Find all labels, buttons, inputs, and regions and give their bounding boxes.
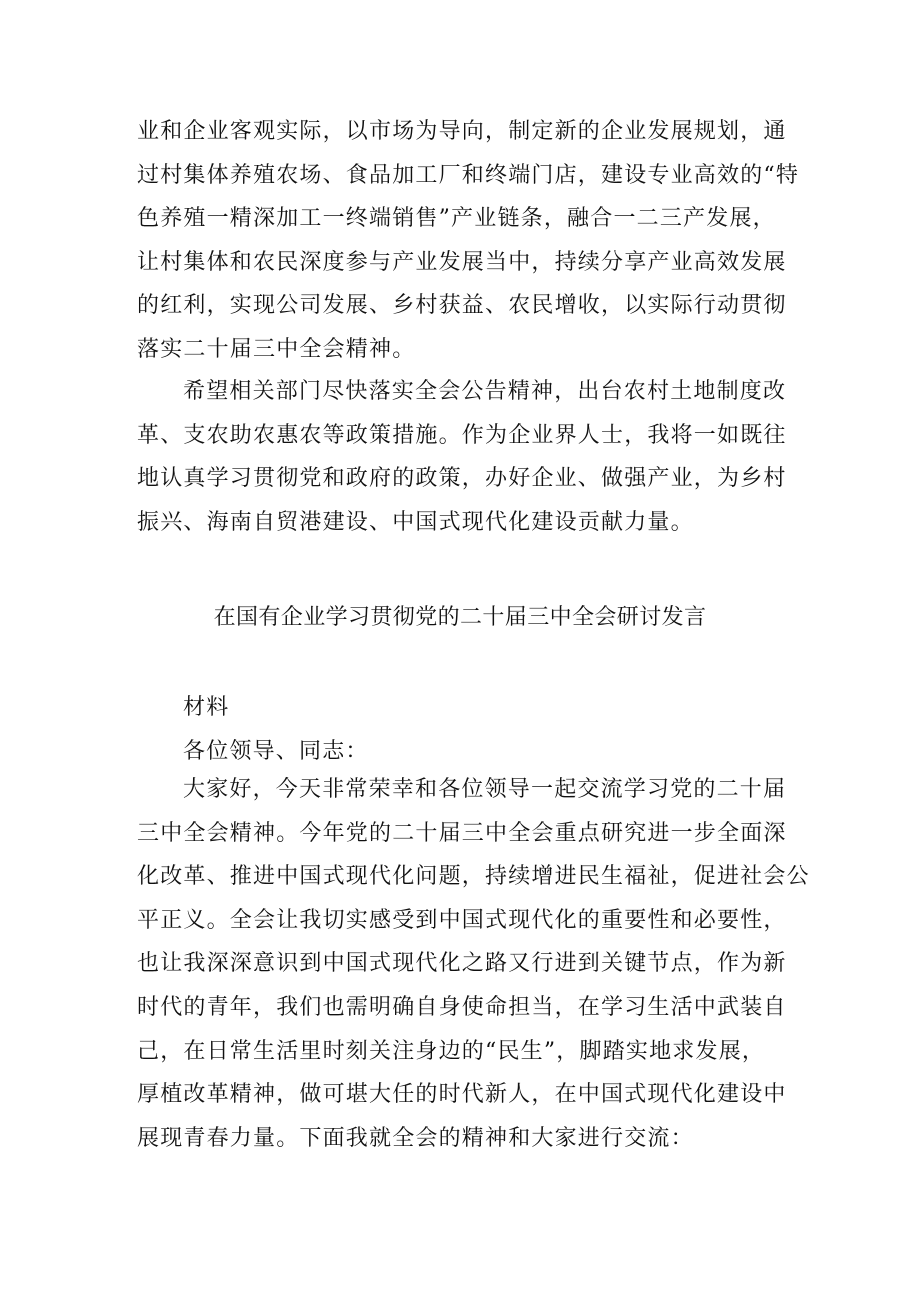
paragraph-line: 三中全会精神。今年党的二十届三中全会重点研究进一步全面深 [137, 820, 787, 846]
paragraph-line: 希望相关部门尽快落实全会公告精神，出台农村土地制度改 [183, 379, 787, 404]
paragraph-line: 过村集体养殖农场、食品加工厂和终端门店，建设专业高效的“特 [137, 162, 800, 188]
paragraph-line: 落实二十届三中全会精神。 [137, 336, 416, 362]
paragraph-line: 革、支农助农惠农等政策措施。作为企业界人士，我将一如既往 [137, 422, 787, 448]
paragraph-line: 时代的青年，我们也需明确自身使命担当，在学习生活中武装自 [137, 994, 787, 1020]
section-heading: 在国有企业学习贯彻党的二十届三中全会研讨发言 [213, 605, 707, 630]
paragraph-line: 业和企业客观实际，以市场为导向，制定新的企业发展规划，通 [137, 119, 787, 144]
paragraph-line: 平正义。全会让我切实感受到中国式现代化的重要性和必要性， [137, 907, 787, 933]
paragraph-line: 地认真学习贯彻党和政府的政策，办好企业、做强产业，为乡村 [137, 466, 787, 492]
salutation: 各位领导、同志： [183, 739, 369, 764]
paragraph-line: 大家好，今天非常荣幸和各位领导一起交流学习党的二十届 [183, 777, 787, 802]
paragraph-hope [137, 370, 787, 544]
paragraph-line: 化改革、推进中国式现代化问题，持续增进民生福祉，促进社会公 [137, 864, 810, 890]
paragraph-line: 让村集体和农民深度参与产业发展当中，持续分享产业高效发展 [137, 249, 787, 275]
paragraph-line: 己，在日常生活里时刻关注身边的“民生”，脚踏实地求发展， [137, 1038, 766, 1064]
paragraph-line: 振兴、海南自贸港建设、中国式现代化建设贡献力量。 [137, 509, 694, 535]
paragraph-line: 也让我深深意识到中国式现代化之路又行进到关键节点，作为新 [137, 951, 787, 977]
paragraph-speech [137, 768, 810, 1160]
paragraph-line: 的红利，实现公司发展、乡村获益、农民增收，以实际行动贯彻 [137, 293, 787, 319]
paragraph-line: 厚植改革精神，做可堪大任的时代新人，在中国式现代化建设中 [137, 1082, 787, 1108]
paragraph-continuation [137, 110, 800, 372]
paragraph-line: 色养殖一精深加工一终端销售”产业链条，融合一二三产发展， [137, 206, 776, 232]
material-label: 材料 [183, 695, 230, 720]
paragraph-line: 展现青春力量。下面我就全会的精神和大家进行交流： [137, 1125, 694, 1151]
